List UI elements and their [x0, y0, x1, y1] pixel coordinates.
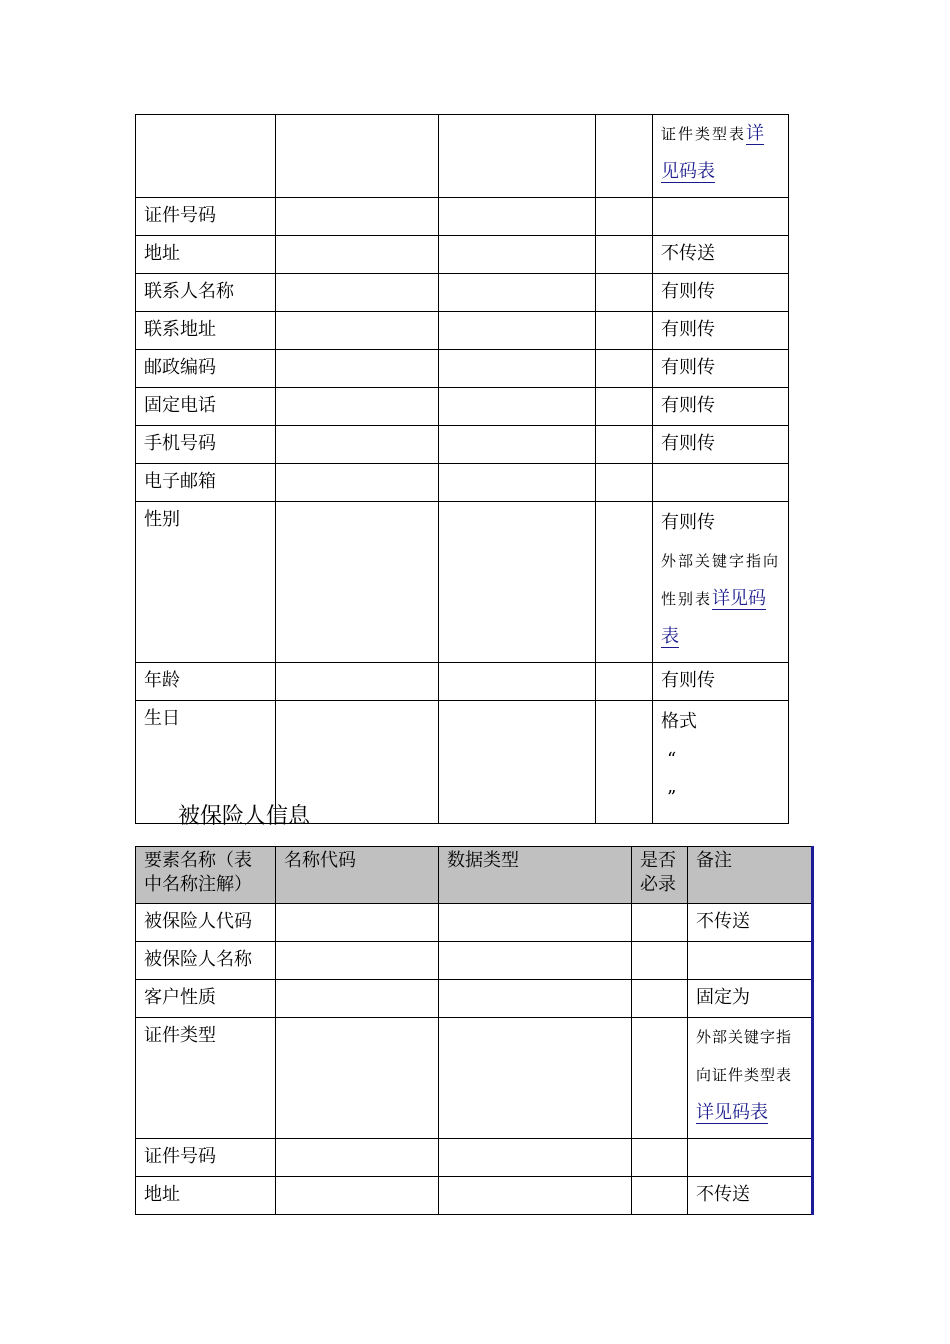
header-required: 是否必录: [632, 847, 688, 904]
cell-name: 电子邮箱: [136, 464, 276, 502]
cell-note: [653, 198, 789, 236]
cell-required: [596, 663, 653, 701]
cell-note: 有则传: [653, 350, 789, 388]
note-text: 证件类型表: [661, 125, 747, 143]
cell-required: [596, 464, 653, 502]
cell-code: [276, 980, 439, 1018]
header-note: 备注: [688, 847, 813, 904]
cell-note: [653, 115, 789, 198]
cell-note: [653, 464, 789, 502]
cell-type: [439, 904, 632, 942]
cell-required: [632, 904, 688, 942]
cell-required: [596, 274, 653, 312]
table-row: [136, 1018, 813, 1139]
cell-type: [439, 388, 596, 426]
note-text: 性别表: [661, 590, 713, 608]
table-row: [136, 350, 789, 388]
cell-required: [596, 388, 653, 426]
header-code: 名称代码: [276, 847, 439, 904]
cell-name: 证件类型: [136, 1018, 276, 1139]
cell-type: [439, 312, 596, 350]
cell-code: [276, 274, 439, 312]
cell-type: [439, 942, 632, 980]
cell-code: [276, 350, 439, 388]
cell-name: 证件号码: [136, 198, 276, 236]
cell-note: 不传送: [653, 236, 789, 274]
open-quote: “: [667, 749, 677, 770]
cell-required: [632, 980, 688, 1018]
cell-name: 被保险人代码: [136, 904, 276, 942]
cell-type: [439, 464, 596, 502]
table-row: [136, 942, 813, 980]
cell-note: 有则传: [653, 388, 789, 426]
cell-note: [688, 1139, 813, 1177]
cell-code: [276, 942, 439, 980]
cell-type: [439, 663, 596, 701]
cell-code: [276, 426, 439, 464]
cell-required: [596, 426, 653, 464]
cell-required: [632, 1139, 688, 1177]
cell-note: [653, 502, 789, 663]
cell-note: 不传送: [688, 1177, 813, 1215]
cell-note: 有则传: [653, 274, 789, 312]
cell-required: [596, 236, 653, 274]
table-row: [136, 1177, 813, 1215]
cell-code: [276, 1139, 439, 1177]
cell-type: [439, 1177, 632, 1215]
code-table-link[interactable]: 详见码表: [696, 1102, 768, 1123]
table-row: [136, 464, 789, 502]
cell-type: [439, 1139, 632, 1177]
cell-type: [439, 426, 596, 464]
cell-required: [596, 198, 653, 236]
cell-name: 性别: [136, 502, 276, 663]
cell-name: 联系人名称: [136, 274, 276, 312]
cell-name: 证件号码: [136, 1139, 276, 1177]
cell-type: [439, 701, 596, 824]
cell-code: [276, 904, 439, 942]
cell-note: 固定为: [688, 980, 813, 1018]
table-row: [136, 502, 789, 663]
note-text: 向证件类型表: [696, 1066, 793, 1084]
cell-name: 年龄: [136, 663, 276, 701]
cell-type: [439, 236, 596, 274]
table-row: [136, 312, 789, 350]
cell-note: 有则传: [653, 312, 789, 350]
cell-required: [596, 701, 653, 824]
table-row: [136, 274, 789, 312]
table-row: [136, 904, 813, 942]
table-header-row: [136, 847, 813, 904]
code-table-link[interactable]: 见码表: [661, 161, 715, 182]
cell-name: [136, 115, 276, 198]
cell-code: [276, 502, 439, 663]
cell-required: [596, 312, 653, 350]
note-text: 有则传: [661, 512, 715, 533]
note-text: 外部关键字指向: [661, 552, 781, 570]
cell-code: [276, 236, 439, 274]
table-row: [136, 388, 789, 426]
cell-type: [439, 1018, 632, 1139]
cell-note: [653, 701, 789, 824]
code-table-link[interactable]: 详见码: [712, 588, 767, 609]
cell-code: [276, 198, 439, 236]
policyholder-table-continued: [135, 114, 789, 824]
table-row: [136, 426, 789, 464]
cell-code: [276, 1018, 439, 1139]
cell-required: [596, 350, 653, 388]
note-text: 外部关键字指: [696, 1028, 793, 1046]
cell-type: [439, 274, 596, 312]
cell-code: [276, 312, 439, 350]
header-type: 数据类型: [439, 847, 632, 904]
cell-code: [276, 663, 439, 701]
cell-name: 手机号码: [136, 426, 276, 464]
cell-name: 地址: [136, 1177, 276, 1215]
cell-note: [688, 1018, 813, 1139]
cell-type: [439, 198, 596, 236]
table-row: [136, 663, 789, 701]
code-table-link[interactable]: 表: [661, 626, 679, 647]
cell-code: [276, 1177, 439, 1215]
table-row: [136, 198, 789, 236]
cell-required: [632, 1018, 688, 1139]
cell-name: 地址: [136, 236, 276, 274]
cell-type: [439, 115, 596, 198]
cell-type: [439, 350, 596, 388]
cell-type: [439, 980, 632, 1018]
header-name: 要素名称（表中名称注解）: [136, 847, 276, 904]
cell-required: [632, 942, 688, 980]
cell-name: 联系地址: [136, 312, 276, 350]
close-quote: ”: [667, 787, 677, 808]
table-row: [136, 980, 813, 1018]
table-row: [136, 236, 789, 274]
cell-name: 客户性质: [136, 980, 276, 1018]
cell-note: 不传送: [688, 904, 813, 942]
code-table-link[interactable]: 详: [746, 123, 765, 144]
insured-info-table: [135, 846, 814, 1215]
cell-required: [632, 1177, 688, 1215]
cell-name: 固定电话: [136, 388, 276, 426]
cell-code: [276, 464, 439, 502]
cell-required: [596, 502, 653, 663]
cell-name: 邮政编码: [136, 350, 276, 388]
note-text: 格式: [661, 711, 697, 732]
cell-note: [688, 942, 813, 980]
cell-note: 有则传: [653, 663, 789, 701]
cell-name: 被保险人名称: [136, 942, 276, 980]
cell-name: 生日: [136, 701, 276, 824]
cell-required: [596, 115, 653, 198]
cell-code: [276, 115, 439, 198]
table-row: [136, 115, 789, 198]
section-title: 被保险人信息: [178, 804, 311, 829]
cell-code: [276, 388, 439, 426]
cell-type: [439, 502, 596, 663]
cell-note: 有则传: [653, 426, 789, 464]
table-row: [136, 1139, 813, 1177]
